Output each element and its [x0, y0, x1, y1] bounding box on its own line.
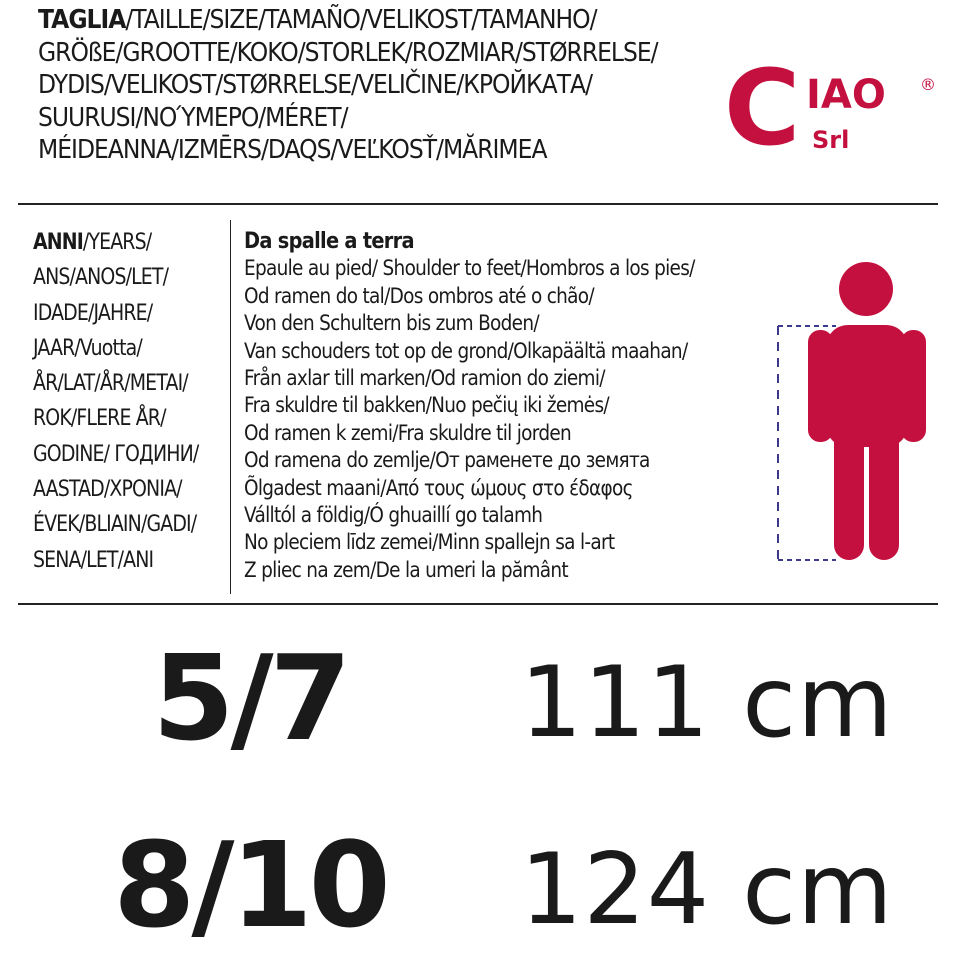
shoulder-line: Van schouders tot op de grond/Olkapäältä maahan/ — [244, 338, 688, 363]
figure-right-arm — [901, 330, 926, 442]
years-bold: ANNI — [33, 230, 83, 255]
shoulder-to-feet-label-list — [244, 228, 719, 584]
logo-letters-iao: IAO — [806, 72, 886, 118]
years-line: ROK/FLERE ÅR/ — [33, 406, 166, 432]
years-line: ÅR/LAT/ÅR/METAI/ — [33, 371, 188, 397]
size-heading-line-1: TAGLIA/TAILLE/SIZE/TAMAÑO/VELIKOST/TAMANHO/ — [38, 5, 597, 35]
size-length: 124 cm — [520, 833, 894, 947]
figure-left-arm — [808, 330, 833, 442]
years-line: ÉVEK/BLIAIN/GADI/ — [33, 512, 197, 538]
years-line: ANNI/YEARS/ — [33, 230, 152, 255]
size-heading — [38, 4, 673, 167]
logo-letter-c: C — [724, 56, 801, 156]
size-row — [0, 815, 960, 965]
shoulder-line: Od ramen do tal/Dos ombros até o chão/ — [244, 283, 594, 308]
divider-top — [18, 203, 938, 205]
years-line: SENA/LET/ANI — [33, 547, 154, 573]
years-line: JAAR/Vuotta/ — [33, 335, 142, 361]
size-length: 111 cm — [520, 646, 894, 760]
shoulder-line: Od ramen k zemi/Fra skuldre til jorden — [244, 420, 572, 445]
years-label-list — [33, 225, 205, 578]
years-line: AASTAD/ΧΡΟΝΙΑ/ — [33, 477, 182, 503]
figure-right-leg — [869, 412, 899, 560]
shoulder-line: Epaule au pied/ Shoulder to feet/Hombros a los pies/ — [244, 256, 695, 281]
size-age: 8/10 — [113, 816, 387, 954]
divider-bottom — [18, 603, 938, 605]
size-heading-line-3: DYDIS/VELIKOST/STØRRELSE/VELIČINE/КРОЙКАТА/ — [38, 70, 592, 100]
column-divider — [230, 220, 231, 594]
figure-left-leg — [834, 412, 864, 560]
shoulder-line: Z pliec na zem/De la umeri la pământ — [244, 557, 568, 582]
size-heading-line-5: MÉIDEANNA/IZMĒRS/DAQS/VEĽKOSŤ/MĂRIMEA — [38, 135, 547, 165]
logo-srl: Srl — [812, 126, 850, 154]
shoulder-line: Válltól a földig/Ó ghuaillí go talamh — [244, 503, 543, 528]
shoulder-line: Õlgadest maani/Από τους ώμους στο έδαφος — [244, 475, 633, 500]
size-heading-line-2: GRÖßE/GROOTTE/KOKO/STORLEK/ROZMIAR/STØRRELSE/ — [38, 37, 658, 68]
ciao-logo — [724, 56, 944, 156]
figure-head — [839, 262, 893, 316]
years-line: IDADE/JAHRE/ — [33, 300, 153, 326]
logo-registered-mark: ® — [920, 75, 936, 94]
shoulder-line: Från axlar till marken/Od ramion do ziemi/ — [244, 366, 605, 391]
size-heading-bold: TAGLIA — [38, 5, 126, 35]
size-age: 5/7 — [152, 629, 348, 767]
shoulder-line: No pleciem līdz zemei/Minn spallejn sa l-art — [244, 530, 615, 555]
shoulder-title: Da spalle a terra — [244, 229, 414, 254]
size-heading-line-4: SUURUSI/ΝΟΎΜΕΡΟ/MÉRET/ — [38, 102, 348, 133]
years-line: GODINE/ ГОДИНИ/ — [33, 441, 199, 467]
size-row — [0, 628, 960, 778]
shoulder-line: Fra skuldre til bakken/Nuo pečių iki žemės/ — [244, 393, 609, 418]
years-line: ANS/ANOS/LET/ — [33, 265, 169, 291]
shoulder-line: Von den Schultern bis zum Boden/ — [244, 311, 539, 336]
person-silhouette-icon — [770, 262, 940, 572]
shoulder-line: Od ramena do zemlje/От раменете до земята — [244, 448, 650, 473]
